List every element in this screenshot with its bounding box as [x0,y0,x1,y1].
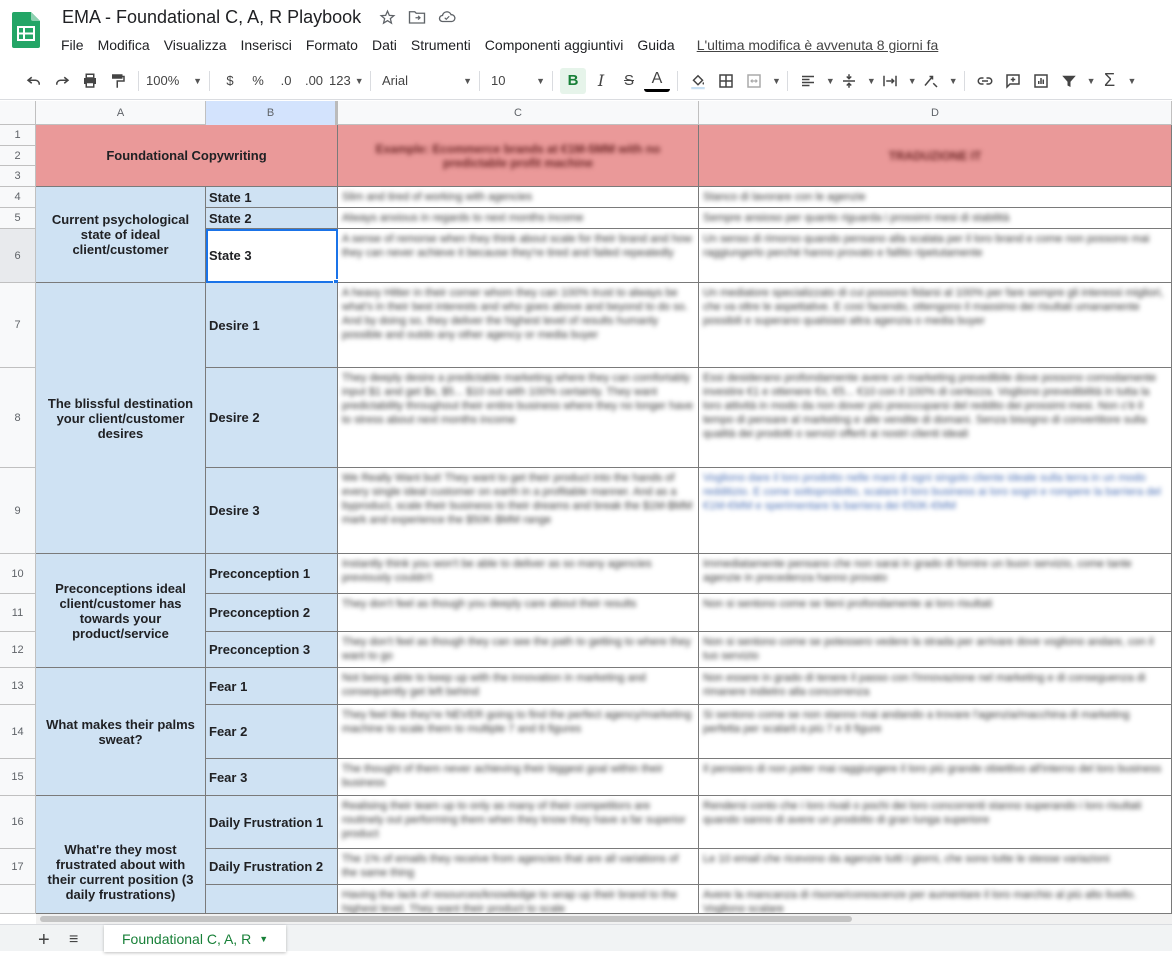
content-cell[interactable] [699,885,1172,914]
cell-text: The thought of them never achieving their biggest goal within their business [342,763,664,789]
zoom-select[interactable] [146,68,202,94]
title-bar [0,0,1172,62]
cell-text: Rendersi conto che i loro rivali o pochi dei loro concorrenti stanno superando i loro risultati quando sanno di avere un prodotto di gran lunga superiore [703,800,1142,826]
borders-icon[interactable] [713,68,739,94]
content-cell[interactable] [699,283,1172,368]
header-cell-d[interactable] [699,125,1172,187]
content-cell[interactable] [338,668,699,705]
toolbar-divider [209,71,210,91]
cell-text: We Really Want but! They want to get their product into the hands of every single ideal customer on earth in a profitable manner. And as a byproduct, scale their business to their dreams and break the $1M-$MM mark and experience the $50K-$MM range [342,472,693,526]
chevron-down-icon[interactable]: ▼ [948,75,958,86]
insert-comment-icon[interactable] [1000,68,1026,94]
label-cell-selected[interactable]: State 3 [206,229,338,283]
last-edit-link[interactable]: L'ultima modifica è avvenuta 8 giorni fa [696,37,939,53]
font-size-value: 10 [491,73,506,88]
content-cell[interactable] [699,208,1172,229]
cell-text: Instantly think you won't be able to deliver as so many agencies previously couldn't [342,558,652,584]
italic-button[interactable]: I [597,71,605,90]
cell-text: Sempre ansioso per quanto riguarda i prossimi mesi di stabilità [703,212,1010,224]
select-all-corner[interactable] [0,101,36,125]
column-header[interactable]: D [699,101,1172,125]
font-value: Arial [382,73,409,88]
row-header[interactable]: 14 [0,705,36,759]
header-d-text: TRADUZIONE IT [888,148,982,163]
content-cell[interactable] [699,187,1172,208]
chevron-down-icon: ▼ [463,75,472,86]
content-cell[interactable] [699,468,1172,554]
all-sheets-icon[interactable]: ≡ [69,931,79,948]
content-cell[interactable] [338,229,699,283]
header-cell-c[interactable] [338,125,699,187]
content-cell[interactable] [338,554,699,594]
cell-text: Immediatamente pensano che non sarai in grado di fornire un buon servizio, come tante agenzie in precedenza hanno provato [703,558,1132,584]
chevron-down-icon[interactable]: ▼ [1127,75,1137,86]
cell-text: Il pensiero di non poter mai raggiungere il loro più grande obiettivo all'interno del loro business [703,763,1162,775]
label-cell[interactable]: Desire 3 [206,468,338,554]
cell-text: Un senso di rimorso quando pensano alla scalata per il loro brand e come non possono mai raggiungerlo perché hanno provato e fallito ripetutamente [703,233,1150,259]
undo-icon[interactable] [21,68,47,94]
cell-text: The 1% of emails they receive from agencies that are all variations of the same thing [342,853,679,879]
row-header[interactable]: 11 [0,594,36,632]
column-header[interactable]: C [338,101,699,125]
header-cell-title[interactable]: Foundational Copywriting [36,125,338,187]
sheet-tab-label: Foundational C, A, R [122,930,252,947]
cell-text: Realising their team up to only as many of their competitors are routinely out performing them when they know they have a far superior product [342,800,686,840]
menu-view[interactable]: Visualizza [163,37,227,53]
row-header[interactable]: 3 [0,166,36,187]
toolbar-divider [552,71,553,91]
text-wrap-icon[interactable] [877,68,903,94]
content-cell[interactable] [338,796,699,849]
chevron-down-icon[interactable]: ▼ [772,75,781,86]
chevron-down-icon: ▼ [193,75,202,86]
cell-text: They feel like they're NEVER going to find the perfect agency/marketing machine to scale them to multiple 7 and 8 figures [342,709,692,735]
row-header[interactable]: 7 [0,283,36,368]
move-folder-icon[interactable] [408,8,426,26]
toolbar-divider [370,71,371,91]
cell-text: Avere la mancanza di risorse/conoscenze per aumentare il loro marchio al più alto livello. Vogliono scalare [703,889,1137,914]
row-header[interactable]: 4 [0,187,36,208]
label-cell[interactable]: Desire 2 [206,368,338,468]
horizontal-align-icon[interactable] [795,68,821,94]
more-formats-value: 123 [329,73,351,88]
label-cell[interactable]: Fear 1 [206,668,338,705]
content-cell[interactable] [338,468,699,554]
toolbar-divider [677,71,678,91]
cell-text: Essi desiderano profondamente avere un marketing prevedibile dove possono comodamente investire €1 e ottenere €x, €5... €10 con il 100% di certezza. Vogliono prevedibilità in tutta la loro attività in modo da non dover più preoccuparsi del reddito dei prossimi mesi. Non c'è il tempo di pensare al marketing e alle vendite di domani. Senza bisogno di convertitore sulla qualità dei prodotti o servizi offerti ai nostri clienti ideali [703,372,1157,440]
content-cell[interactable] [699,632,1172,668]
cell-text: Un mediatore specializzato di cui possono fidarsi al 100% per fare sempre gli interessi migliori, che va oltre le aspettative. E così facendo, ottengono il massimo dei risultati umanamente possibili e superano qualsiasi altra agenzia o media buyer [703,287,1164,327]
label-cell[interactable] [206,885,338,914]
content-cell[interactable] [699,368,1172,468]
content-cell[interactable] [338,208,699,229]
cell-text: Non si sentono come se tieni profondamente ai loro risultati [703,598,993,610]
content-cell[interactable] [699,594,1172,632]
content-cell[interactable] [699,229,1172,283]
label-cell[interactable]: Preconception 1 [206,554,338,594]
sheets-logo-icon[interactable] [12,12,40,48]
content-cell[interactable] [699,554,1172,594]
document-title[interactable]: EMA - Foundational C, A, R Playbook [62,7,362,27]
label-cell[interactable]: Preconception 3 [206,632,338,668]
strikethrough-button[interactable]: S [623,72,634,89]
content-cell[interactable] [338,594,699,632]
label-cell[interactable]: Fear 2 [206,705,338,759]
increase-decimal-button[interactable]: .00 [304,73,324,88]
chevron-down-icon[interactable]: ▼ [866,75,876,86]
cell-text: Slim and tired of working with agencies [342,191,533,203]
sheet-tabs-bar [0,924,1172,951]
font-size-select[interactable] [487,68,545,94]
menu-bar [54,36,945,54]
cell-text: Having the lack of resources/knowledge to wrap up their brand to the highest level. They want their product to scale [342,889,678,914]
row-header[interactable]: 10 [0,554,36,594]
chevron-down-icon: ▼ [354,75,364,86]
row-header[interactable]: 9 [0,468,36,554]
cell-text: Si sentono come se non stanno mai andando a trovare l'agenzia/macchina di marketing perfetta per scalarli a più 7 e 8 figure [703,709,1130,735]
menu-format[interactable]: Formato [305,37,358,53]
vertical-align-icon[interactable] [836,68,862,94]
cell-text: A heavy Hitter in their corner whom they can 100% trust to always be what's in their best interests and who goes above and beyond to do so. And by doing so, they deliver the highest level of results humanly possible and outdo any other agency or media buyer [342,287,688,341]
redo-icon[interactable] [49,68,75,94]
group-cell[interactable]: The blissful destination your client/customer desires [36,283,206,554]
group-cell[interactable]: What makes their palms sweat? [36,668,206,796]
content-cell[interactable] [699,668,1172,705]
row-header[interactable]: 2 [0,146,36,166]
menu-addons[interactable]: Componenti aggiuntivi [484,37,624,53]
cell-text: Not being able to keep up with the innovation in marketing and consequently get left behind [342,672,646,698]
add-sheet-icon[interactable]: + [38,929,50,951]
cell-text: Non essere in grado di tenere il passo con l'innovazione nel marketing e di conseguenza di rimanere indietro alla concorrenza [703,672,1146,698]
row-header[interactable]: 16 [0,796,36,849]
zoom-value: 100% [146,73,180,88]
row-header[interactable]: 12 [0,632,36,668]
fill-color-icon[interactable] [685,68,711,94]
row-header[interactable]: 8 [0,368,36,468]
sheet-tab-active[interactable] [104,925,286,952]
chevron-down-icon: ▼ [536,75,545,86]
menu-help[interactable]: Guida [637,37,675,53]
bold-button[interactable]: B [560,68,586,94]
content-cell[interactable] [699,849,1172,885]
row-header[interactable]: 6 [0,229,36,283]
chevron-down-icon[interactable]: ▼ [907,75,917,86]
menu-tools[interactable]: Strumenti [410,37,471,53]
column-header[interactable]: B [206,101,338,125]
row-header[interactable]: 13 [0,668,36,705]
label-cell[interactable]: Desire 1 [206,283,338,368]
cell-text: Stanco di lavorare con le agenzie [703,191,866,203]
label-cell[interactable]: Fear 3 [206,759,338,796]
toolbar-divider [787,71,788,91]
label-cell[interactable]: State 1 [206,187,338,208]
chevron-down-icon[interactable]: ▼ [259,933,269,944]
content-cell[interactable] [338,187,699,208]
more-formats-select[interactable] [329,68,363,94]
paint-format-icon[interactable] [105,68,131,94]
group-cell[interactable]: Preconceptions ideal client/customer has towards your product/service [36,554,206,668]
text-rotation-icon[interactable] [918,68,944,94]
content-cell[interactable] [338,705,699,759]
group-cell[interactable]: What're they most frustrated about with their current position (3 daily frustrations) [36,796,206,914]
cell-text: They deeply desire a predictable marketing where they can comfortably input $1 and get $x, $5... $10 out with 100% certainty. They want predictability throughout their entire business where they no longer have to stress about next months income [342,372,693,426]
column-header[interactable]: A [36,101,206,125]
label-cell[interactable]: Daily Frustration 2 [206,849,338,885]
column-headers [0,101,1172,125]
row-header[interactable]: 1 [0,125,36,146]
font-select[interactable] [378,68,472,94]
content-cell[interactable] [699,705,1172,759]
toolbar-divider [479,71,480,91]
cell-text: A sense of remorse when they think about scale for their brand and how they can never achieve it because they're tired and failed repeatedly [342,233,692,259]
header-c-text: Example: Ecommerce brands at €1M-5MM with no predictable profit machine [375,141,661,170]
percent-format-button[interactable]: % [252,73,264,88]
functions-icon[interactable]: Σ [1103,70,1116,90]
insert-chart-icon[interactable] [1028,68,1054,94]
content-cell[interactable] [338,368,699,468]
chevron-down-icon[interactable]: ▼ [1086,75,1096,86]
chevron-down-icon[interactable]: ▼ [825,75,835,86]
cell-text: They don't feel as though they can see the path to getting to where they want to go [342,636,691,662]
row-header[interactable]: 5 [0,208,36,229]
row-header[interactable] [0,885,36,914]
toolbar-divider [964,71,965,91]
star-icon[interactable] [378,8,396,26]
row-header[interactable]: 17 [0,849,36,885]
content-cell[interactable] [338,283,699,368]
currency-format-button[interactable]: $ [226,73,234,88]
cloud-status-icon[interactable] [438,8,456,26]
label-cell[interactable]: Daily Frustration 1 [206,796,338,849]
label-cell[interactable]: State 2 [206,208,338,229]
content-cell[interactable] [338,885,699,914]
cell-text: Non si sentono come se potessero vedere la strada per arrivare dove vogliono andare, con il tuo servizio [703,636,1154,662]
content-cell[interactable] [338,849,699,885]
content-cell[interactable] [338,632,699,668]
menu-data[interactable]: Dati [371,37,397,53]
decrease-decimal-button[interactable]: .0 [280,73,292,88]
content-cell[interactable] [699,759,1172,796]
cell-text: They don't feel as though you deeply care about their results [342,598,637,610]
cell-text: Vogliono dare il loro prodotto nelle mani di ogni singolo cliente ideale sulla terra in un modo redditizio. E come sottoprodotto, scalare il loro business ai loro sogni e rompere la barriera del €1M-€MM e sperimentare la barriera dei €50K-€MM [703,472,1161,512]
content-cell[interactable] [699,796,1172,849]
group-cell[interactable]: Current psychological state of ideal client/customer [36,187,206,283]
menu-insert[interactable]: Inserisci [240,37,292,53]
menu-file[interactable]: File [61,37,84,53]
merge-cells-icon[interactable] [741,68,767,94]
print-icon[interactable] [77,68,103,94]
insert-link-icon[interactable] [972,68,998,94]
content-cell[interactable] [338,759,699,796]
toolbar-divider [138,71,139,91]
cell-text: Le 10 email che ricevono da agenzie tutti i giorni, che sono tutte le stesse variazioni [703,853,1110,865]
toolbar [0,62,1172,100]
text-color-button[interactable]: A [644,70,670,92]
menu-edit[interactable]: Modifica [97,37,150,53]
cell-text: Always anxious in regards to next months income [342,212,584,224]
row-header[interactable]: 15 [0,759,36,796]
label-cell[interactable]: Preconception 2 [206,594,338,632]
filter-icon[interactable] [1056,68,1082,94]
